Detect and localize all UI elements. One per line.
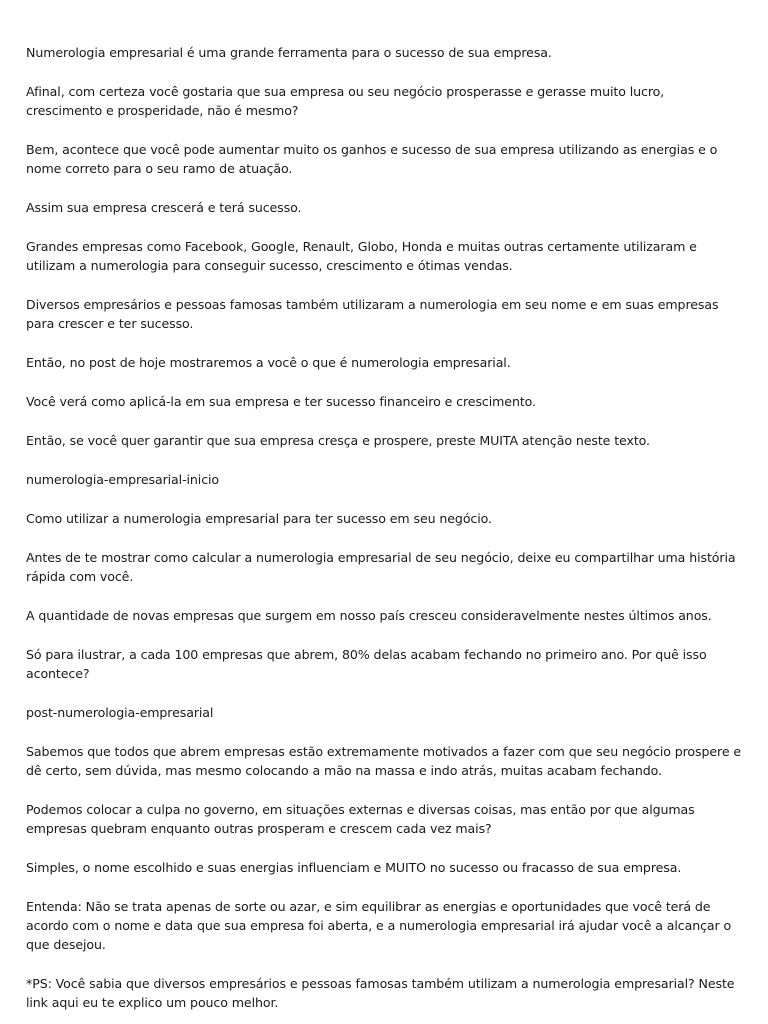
paragraph-quantidade: A quantidade de novas empresas que surgem em nosso país cresceu consideravelmente nestes últimos anos. [26, 608, 712, 623]
paragraph-grandes-empresas: Grandes empresas como Facebook, Google, Renault, Globo, Honda e muitas outras certamente utilizaram e utilizam a numerologia para conseguir sucesso, crescimento e ótimas vendas. [26, 239, 697, 273]
paragraph-bem: Bem, acontece que você pode aumentar muito os ganhos e sucesso de sua empresa utilizando as energias e o nome correto para o seu ramo de atuação. [26, 142, 718, 176]
paragraph-diversos: Diversos empresários e pessoas famosas também utilizaram a numerologia em seu nome e em suas empresas para crescer e ter sucesso. [26, 297, 719, 331]
paragraph-sabemos: Sabemos que todos que abrem empresas estão extremamente motivados a fazer com que seu negócio prospere e dê certo, sem dúvida, mas mesmo colocando a mão na massa e indo atrás, muitas acabam fechando. [26, 744, 742, 778]
paragraph-ps: *PS: Você sabia que diversos empresários e pessoas famosas também utilizam a numerologia empresarial? Neste link aqui eu te explico um pouco melhor. [26, 976, 735, 1010]
paragraph-entenda: Entenda: Não se trata apenas de sorte ou azar, e sim equilibrar as energias e oportunidades que você terá de acordo com o nome e data que sua empresa foi aberta, e a numerologia empresarial irá ajudar você a alcançar o que desejou. [26, 899, 732, 952]
paragraph-podemos: Podemos colocar a culpa no governo, em situações externas e diversas coisas, mas então por que algumas empresas quebram enquanto outras prosperam e crescem cada vez mais? [26, 802, 695, 836]
paragraph-historia: Antes de te mostrar como calcular a numerologia empresarial de seu negócio, deixe eu compartilhar uma história rápida com você. [26, 550, 736, 584]
paragraph-afinal: Afinal, com certeza você gostaria que sua empresa ou seu negócio prosperasse e gerasse muito lucro, crescimento e prosperidade, não é mesmo? [26, 84, 665, 118]
image-alt-post: post-numerologia-empresarial [26, 705, 214, 720]
paragraph-voce-vera: Você verá como aplicá-la em sua empresa e ter sucesso financeiro e crescimento. [26, 394, 536, 409]
paragraph-so-para-ilustrar: Só para ilustrar, a cada 100 empresas que abrem, 80% delas acabam fechando no primeiro ano. Por quê isso acontece? [26, 647, 707, 681]
image-alt-inicio: numerologia-empresarial-inicio [26, 472, 220, 487]
section-heading-como-utilizar: Como utilizar a numerologia empresarial para ter sucesso em seu negócio. [26, 511, 492, 526]
paragraph-intro: Numerologia empresarial é uma grande ferramenta para o sucesso de sua empresa. [26, 45, 552, 60]
paragraph-post-hoje: Então, no post de hoje mostraremos a você o que é numerologia empresarial. [26, 355, 511, 370]
paragraph-preste-atencao: Então, se você quer garantir que sua empresa cresça e prospere, preste MUITA atenção neste texto. [26, 433, 650, 448]
paragraph-simples: Simples, o nome escolhido e suas energias influenciam e MUITO no sucesso ou fracasso de sua empresa. [26, 860, 682, 875]
paragraph-assim: Assim sua empresa crescerá e terá sucesso. [26, 200, 302, 215]
